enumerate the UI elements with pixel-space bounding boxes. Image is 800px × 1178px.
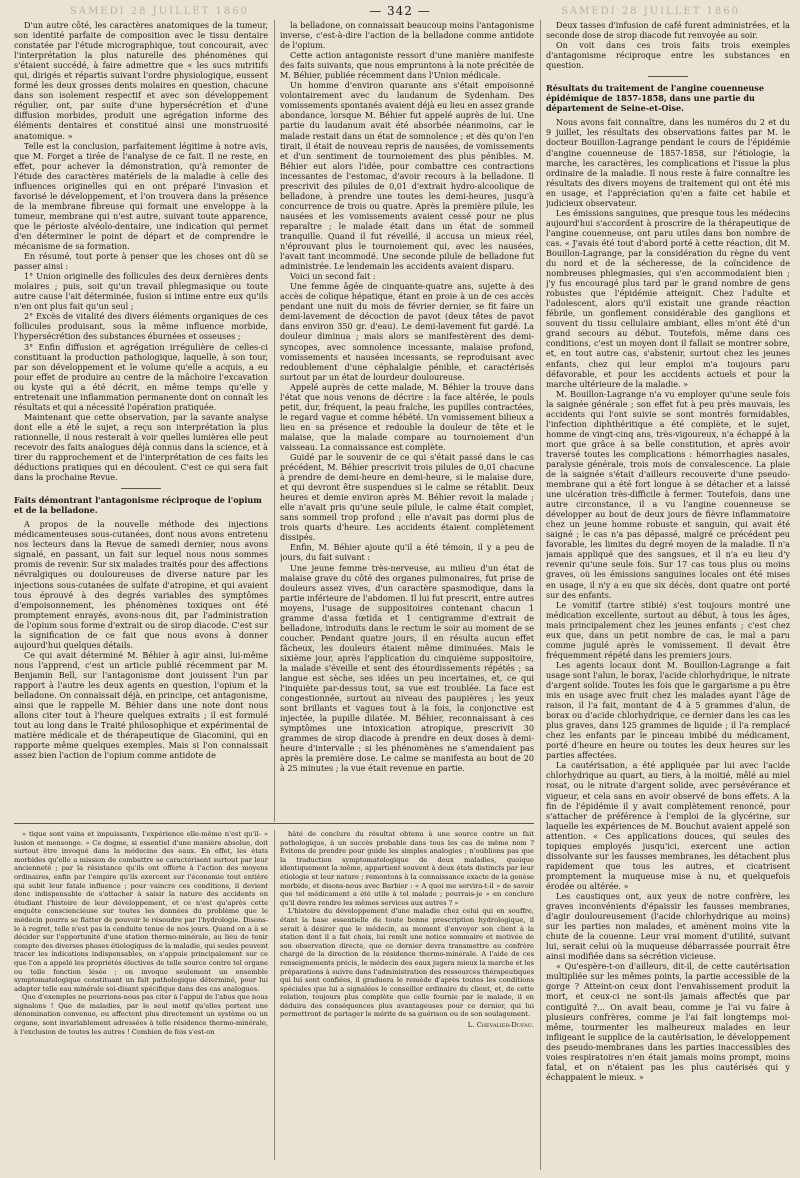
column-separator [274,20,275,822]
paragraph: Que d'exemples ne pourrions-nous pas citer à l'appui de l'abus que nous signalons ! Que de maladies, par le seul motif qu'elles portent une dénomination convenue, ou affectent plus directement un système ou un organe, sont invariablement adressées à telle résidence thermo-minérale, à l'exclusion de toutes les autres ! Combien de fois s'est-on [14,993,268,1036]
paragraph: « Qu'espère-t-on d'ailleurs, dit-il, de cette cautérisation multipliée sur les mêmes points, la partie accessible de la gorge ? Atteint-on ceux dont l'envahissement produit la mort, et ceux-ci ne sont-ils jamais affectés que par contiguïté ?... On avait beau, comme je l'ai vu faire à plusieurs confrères, comme je l'ai fait longtemps moi-même, tourmenter les malheureux malades en leur infligeant le supplice de la cautérisation, le développement des pseudo-membranes dans les parties inaccessibles des voies respiratoires n'en était jamais moins prompt, moins fatal, et on n'étaient pas les plus cautérisés qui y échappaient le mieux. » [546,961,790,1082]
column-2 [280,20,534,822]
paragraph: Les agents locaux dont M. Bouillon-Lagrange a fait usage sont l'alun, le borax, l'acide chlorhydrique, le nitrate d'argent solide. Toutes les fois que le gargarisme a pu être mis en usage avec fruit chez les malades ayant l'âge de raison, il l'a fait, montant de 4 à 5 grammes d'alun, de borax ou d'acide chlorhydrique, ce dernier dans les cas les plus graves, dans 125 grammes de liquide ; il l'a remplacé chez les enfants par le pinceau imbibé du médicament, porté d'heure en heure ou toutes les deux heures sur les parties affectées. [546,659,790,761]
paragraph: Nous avons fait connaître, dans les numéros du 2 et du 9 juillet, les résultats des observations faites par M. le docteur Bouillon-Lagrange pendant le cours de l'épidémie d'angine couenneuse de 1857-1858, sur l'étiologie, la marche, les caractères, les complications et l'issue la plus ordinaire de la maladie. Il nous reste à faire connaître les résultats des divers moyens de traitement qui ont été mis en usage, et l'appréciation qu'en a faite cet habile et judicieux observateur. [546,117,790,208]
section-heading: Faits démontrant l'antagonisme réciproque de l'opium et de la belladone. [14,495,262,516]
paragraph: On voit dans ces trois faits trois exemples d'antagonisme réciproque entre les substances en question. [546,40,790,71]
paragraph: D'un autre côté, les caractères anatomiques de la tumeur, son identité parfaite de composition avec le tissu dentaire constatée par l'étude micrographique, tout concourait, avec l'interprétation la plus naturelle des phénomènes qui s'étaient succédé, à faire admettre que « les sucs nutritifs qui, dirigés et répartis suivant l'ordre physiologique, eussent formé les deux grosses dents molaires en question, chacune dans son isolement respectif et avec son développement régulier, ont, par suite d'une hypersécrétion et d'une diffusion morbides, produit une agrégation informe des éléments dentaires et constitué ainsi une monstruosité anatomique. » [14,20,268,141]
paragraph: Une femme âgée de cinquante-quatre ans, sujette à des accès de colique hépatique, étant en proie à un de ces accès pendant une nuit du mois de février dernier, se fit faire un demi-lavement de décoction de pavot (deux têtes de pavot dans environ 350 gr. d'eau). Le demi-lavement fut gardé. La douleur diminua ; mais alors se manifestèrent des demi-syncopes, avec somnolence incessante, malaise profond, vomissements et nausées incessants, se reproduisant avec redoublement d'une céphalalgie pénible, et caractérisés surtout par un état de lourdeur douloureuse. [280,281,534,382]
paragraph: 2° Excès de vitalité des divers éléments organiques de ces follicules produisant, sous la même influence morbide, l'hypersécrétion des substances éburnées et osseuses ; [14,311,268,342]
paragraph: » tique sont vains et impuissants, l'expérience elle-même n'est qu'il- » lusion et mensonge. » Ce dogme, si essentiel d'une manière absolue, doit surtout être invoqué dans la médecine des eaux. En effet, les états morbides qu'elle a mission de combattre se caractérisent surtout par leur ancienneté ; par la résistance qu'ils ont offerte à l'action des moyens ordinaires, enfin par l'empire qu'ils exercent sur l'économie tout entière qui subit leur fatale influence ; pour vaincre ces conditions, il devient donc indispensable de s'attacher à saisir la nature des accidents en étudiant l'histoire de leur développement, et ce n'est qu'après cette enquête consciencieuse sur toutes les données du problème que le médecin pourra se flatter de pouvoir le résoudre par l'hydrologie. Disons-le à regret, telle n'est pas la conduite tenue de nos jours. Quand on a à se décider sur l'opportunité d'une station thermo-minérale, au lieu de tenir compte des diverses phases étiologiques de la maladie, qui seules peuvent tracer les indications indispensables, on s'appuie principalement sur ce que l'on a appelé les propriétés électives de telle source contre tel organe ou telle fonction lésée ; on invoque seulement un ensemble symptomatologique constituant un fait pathologique déterminé, pour lui adapter telle eau minérale soi-disant spécifique dans des cas analogues. [14,830,268,993]
column-1 [14,20,268,822]
section-divider [648,76,688,77]
show-through-header-right: SAMEDI 28 JUILLET 1860 [561,6,740,17]
paragraph: Les émissions sanguines, que presque tous les médecins aujourd'hui s'accordent à proscrire de la thérapeutique de l'angine couenneuse, ont paru utiles dans bon nombre de cas. « J'avais été tout d'abord porté à cette réaction, dit M. Bouillon-Lagrange, par la considération du règne du vent du nord et de la sécheresse, de la coïncidence de nombreuses phlegmasies, qui s'en accommodaient bien ; j'y fus encouragé plus tard par le grand nombre de gens robustes que l'épidémie atteignit. Chez l'adulte et l'adolescent, alors qu'il existait une grande réaction fébrile, un gonflement considérable des ganglions et souvent du tissu cellulaire ambiant, elles m'ont été d'un grand secours au début. Toutefois, même dans ces conditions, c'est un moyen dont il fallait se montrer sobre, et, en tout autre cas, s'abstenir, surtout chez les jeunes enfants, chez qui leur emploi m'a toujours paru défavorable, et pour les accidents actuels et pour la marche ultérieure de la maladie. » [546,207,790,389]
paragraph: Cette action antagoniste ressort d'une manière manifeste des faits suivants, que nous empruntons à la note précitée de M. Béhier, publiée récemment dans l'Union médicale. [280,50,534,81]
paragraph: la belladone, on connaissait beaucoup moins l'antagonisme inverse, c'est-à-dire l'action de la belladone comme antidote de l'opium. [280,20,534,51]
paragraph: En résumé, tout porte à penser que les choses ont dû se passer ainsi : [14,251,268,272]
paragraph: L'histoire du développement d'une maladie chez celui qui en souffre, étant la base essentielle de toute bonne prescription hydrologique, il serait à désirer que le médecin, au moment d'envoyer son client à la station dont il a fait choix, lui remît une notice sommaire et motivée de son observation directe, que ce dernier devra transmettre au confrère chargé de la direction de la résidence thermo-minérale. A l'aide de ces renseignements précis, le médecin des eaux jugera mieux la marche et les préparations à suivre dans l'administration des ressources thérapeutiques qui lui sont confiées, il graduera le remède d'après toutes les conditions spéciales que lui a signalées le conseiller ordinaire du client, et, de cette relation, toujours plus complète que celle fournie par le malade, il en déduira des conséquences plus avantageuses pour ce dernier, qui lui permettront de partager le mérite de sa guérison ou de son soulagement. [280,907,534,1019]
paragraph: Le vomitif (tartre stibié) s'est toujours montré une médication excellente, surtout au début, à tous les âges, mais principalement chez les jeunes enfants ; c'est chez eux que, dans un petit nombre de cas, le mal a paru comme jugulé après le vomissement. Il devait être fréquemment répété dans les premiers jours. [546,599,790,660]
paragraph: M. Bouillon-Lagrange n'a vu employer qu'une seule fois la saignée générale ; son effet fut à peu près mauvais, les accidents qui l'ont suivie se sont montrés formidables, l'infection diphthéritique a été complète, et le sujet, homme de vingt-cinq ans, très-vigoureux, n'a échappé à la mort que grâce à sa belle constitution, et après avoir traversé toutes les complications : hémorrhagies nasales, paralysie générale, trois mois de convalescence. La plaie de la saignée s'était d'ailleurs recouverte d'une pseudo-membrane qui a été fort longue à se détacher et a laissé une ulcération très-difficile à fermer. Toutefois, dans une autre circonstance, il a vu l'angine couenneuse se développer au bout de deux jours de fièvre inflammatoire chez un jeune homme robuste et sanguin, qui avait été saigné ; le cas n'a pas dépassé, malgré ce précédent peu favorable, les limites du degré moyen de la maladie. Il n'a jamais appliqué que des sangsues, et il n'a eu lieu d'y revenir qu'une seule fois. Sur 17 cas tous plus ou moins graves, où les émissions sanguines locales ont été mises en usage, il n'y a eu que six décès, dont quatre ont porté sur des enfants. [546,388,790,600]
paragraph: Une jeune femme très-nerveuse, au milieu d'un état de malaise grave du côté des organes pulmonaires, fut prise de douleurs assez vives, d'un caractère spasmodique, dans la partie inférieure de l'abdomen. Il lui fut prescrit, entre autres moyens, l'usage de suppositoires contenant chacun 1 gramme d'assa fœtida et 1 centigramme d'extrait de belladone, introduits dans le rectum le soir au moment de se coucher. Pendant quatre jours, il en résulta aucun effet fâcheux, les douleurs étaient même diminuées. Mais le sixième jour, après l'application du cinquième suppositoire, la malade s'éveille et sent des étourdissements répétés ; sa langue est sèche, ses idées un peu incertaines, et, ce qui l'inquiète par-dessus tout, sa vue est troublée. La face est congestionnée, surtout au niveau des paupières ; les yeux sont brillants et vagues tout à la fois, la conjonctive est injectée, la pupille dilatée. M. Béhier, reconnaissant à ces symptômes une intoxication atropique, prescrivit 30 grammes de sirop diacode à prendre en deux doses à demi-heure d'intervalle ; si les phénomènes ne s'amendaient pas après la première dose. Le calme se manifesta au bout de 20 à 25 minutes ; la vue était revenue en partie. [280,562,534,774]
page-number: — 342 — [369,4,431,18]
paragraph: Appelé auprès de cette malade, M. Béhier la trouve dans l'état que nous venons de décrire : la face altérée, le pouls petit, dur, fréquent, la peau fraîche, les pupilles contractées, le regard vague et comme hébété. Un vomissement bilieux a lieu en sa présence et redouble la douleur de tête et le malaise, que la malade compare au tournoiement d'un vaisseau. La connaissance est complète. [280,381,534,452]
author-signature: L. Chevalier-Dufau. [467,1021,534,1030]
paragraph: 1° Union originelle des follicules des deux dernières dents molaires ; puis, soit qu'un travail phlegmasique ou toute autre cause l'ait déterminée, fusion si intime entre eux qu'ils n'en ont plus fait qu'un seul ; [14,271,268,312]
column-3 [546,20,790,1170]
paragraph: 3° Enfin diffusion et agrégation irrégulière de celles-ci constituant la production pathologique, laquelle, à son tour, par son développement et le volume qu'elle a acquis, a eu pour effet de produire au centre de la mâchoire l'excavation ou kyste qui a été décrit, en même temps qu'elle y entretenait une inflammation permanente dont on connaît les résultats et qui a nécessité l'opération pratiquée. [14,341,268,412]
paragraph: Un homme d'environ quarante ans s'était empoisonné volontairement avec du laudanum de Sydenham. Des vomissements spontanés avaient déjà eu lieu en assez grande abondance, lorsque M. Béhier fut appelé auprès de lui. Une partie du laudanum avait été absorbée néanmoins, car le malade restait dans un état de somnolence ; et dès qu'on l'en tirait, il était de nouveau repris de nausées, de vomissements et d'un sentiment de tournoiement des plus pénibles. M. Béhier eut alors l'idée, pour combattre ces contractions incessantes de l'estomac, d'avoir recours à la belladone. Il prescrivit des pilules de 0,01 d'extrait hydro-alcoolique de belladone, à prendre une toutes les demi-heures, jusqu'à concurrence de trois ou quatre. Après la première pilule, les nausées et les vomissements avaient cessé pour ne plus reparaître ; le malade était dans un état de sommeil tranquille. Quand il fut réveillé, il accusa un mieux réel, n'éprouvant plus le tournoiement qui, avec les nausées, l'avait tant incommodé. Une seconde pilule de belladone fut administrée. Le lendemain les accidents avaient disparu. [280,80,534,272]
paragraph: Deux tasses d'infusion de café furent administrées, et la seconde dose de sirop diacode fut renvoyée au soir. [546,20,790,41]
footnote-column-1 [14,830,268,1160]
paragraph: Ce qui avait déterminé M. Béhier à agir ainsi, lui-même nous l'apprend, c'est un article publié récemment par M. Benjamin Bell, sur l'antagonisme dont jouissent l'un par rapport à l'autre les deux agents en question, l'opium et la belladone. On connaissait déjà, en principe, cet antagonisme, ainsi que le rappelle M. Béhier dans une note dont nous allons citer tout à l'heure quelques extraits ; il est formulé tout au long dans le Traité philosophique et expérimental de matière médicale et de thérapeutique de Giacomini, qui en rapporte même quelques exemples. Mais si l'on connaissait assez bien l'action de l'opium comme antidote de [14,649,268,761]
paragraph: Enfin, M. Béhier ajoute qu'il a été témoin, il y a peu de jours, du fait suivant : [280,542,534,563]
paragraph: Voici un second fait : [290,271,376,282]
footnote-columns [14,830,534,1160]
paragraph: A propos de la nouvelle méthode des injections médicamenteuses sous-cutanées, dont nous avons entretenu nos lecteurs dans la Revue de samedi dernier, nous avons signalé, en passant, un fait sur lequel nous nous sommes promis de revenir. Sur six malades traités pour des affections névralgiques ou douloureuses de diverse nature par les injections sous-cutanées de sulfate d'atropine, et qui avaient tous éprouvé à des degrés variables des symptômes d'empoisonnement, les phénomènes toxiques ont été promptement enrayés, avons-nous dit, par l'administration de l'opium sous forme d'extrait ou de sirop diacode. C'est sur la signification de ce fait que nous avons à donner aujourd'hui quelques détails. [14,519,268,650]
show-through-header-left: SAMEDI 28 JUILLET 1860 [70,6,249,17]
column-separator [274,830,275,1160]
paragraph: Maintenant que cette observation, par la savante analyse dont elle a été le sujet, a reçu son interprétation la plus rationnelle, il nous resterait à voir quelles lumières elle peut recevoir des faits analogues déjà connus dans la science, et à tirer du rapprochement et de l'interprétation de ces faits les déductions pratiques qui en découlent. C'est ce qui sera fait dans la prochaine Revue. [14,411,268,483]
paragraph: Guidé par le souvenir de ce qui s'était passé dans le cas précédent, M. Béhier prescrivit trois pilules de 0,01 chacune à prendre de demi-heure en demi-heure, si le malaise dure, et qui devront être suspendues si le calme se rétablit. Deux heures et demie environ après M. Béhier revoit la malade ; elle n'avait pris qu'une seule pilule, le calme était complet, sans sommeil trop profond ; elle n'avait pas dormi plus de trois quarts d'heure. Les accidents étaient complètement dissipés. [280,452,534,543]
paragraph: La cautérisation, a été appliquée par lui avec l'acide chlorhydrique au quart, au tiers, à la moitié, mêlé au miel rosat, ou le nitrate d'argent solide, avec persévérance et vigueur, et cela sans en avoir observé de bons effets. A la fin de l'épidémie il y avait complètement renoncé, pour s'attacher de préférence à l'emploi de la glycérine, sur laquelle les expériences de M. Bouchut avaient appelé son attention. « Ces applications douces, qui seules des topiques employés jusqu'ici, exercent une action dissolvante sur les fausses membranes, les détachent plus rapidement que tous les autres, et cicatrisent promptement la muqueuse mise à nu, et quelquefois érodée ou altérée. » [546,760,790,891]
paragraph: Telle est la conclusion, parfaitement légitime à notre avis, que M. Forget a tirée de l'analyse de ce fait. Il ne reste, en effet, pour achever la démonstration, qu'à remonter de l'étude des caractères matériels de la maladie à celle des influences originelles qui en ont préparé l'invasion et favorisé le développement, et l'on trouvera dans la présence de la membrane fibreuse qui formait une enveloppe à la tumeur, membrane qui n'est autre, suivant toute apparence, que le périoste alvéolo-dentaire, une indication qui permet d'en déterminer le point de départ et de comprendre le mécanisme de sa formation. [14,140,268,252]
paragraph: hâté de conclure du résultat obtenu à une source contre un fait pathologique, à un succès probable dans tous les cas de même nom ? Évitons de prendre pour guide les simples analogies ; n'oublions pas que la traduction symptomatologique de deux maladies, quoique identiquement la même, appartient souvent à deux états distincts par leur étiologie et leur nature ; remontons à la connaissance exacte de la genèse morbide, et disons-nous avec Barbier : « A quoi me servira-t-il » de savoir que tel médicament a été utile à tel malade ; pourrais-je » en conclure qu'il devra rendre les mêmes services aux autres ? » [280,830,534,907]
paragraph: Les caustiques ont, aux yeux de notre confrère, les graves inconvénients d'épaissir les fausses membranes, d'agir douloureusement (l'acide chlorhydrique au moins) sur les parties non malades, et amènent moins vite la chute de la couenne. Leur vrai moment d'utilité, suivant lui, serait celui où la muqueuse débarrassée pourrait être ainsi modifiée dans sa sécrétion vicieuse. [546,890,790,962]
section-divider [121,488,161,489]
footnote-rule [14,823,534,824]
footnote-column-2 [280,830,534,1160]
column-separator [540,20,541,1170]
section-heading: Résultats du traitement de l'angine couenneuse épidémique de 1857-1858, dans une partie du département de Seine-et-Oise. [546,83,764,114]
